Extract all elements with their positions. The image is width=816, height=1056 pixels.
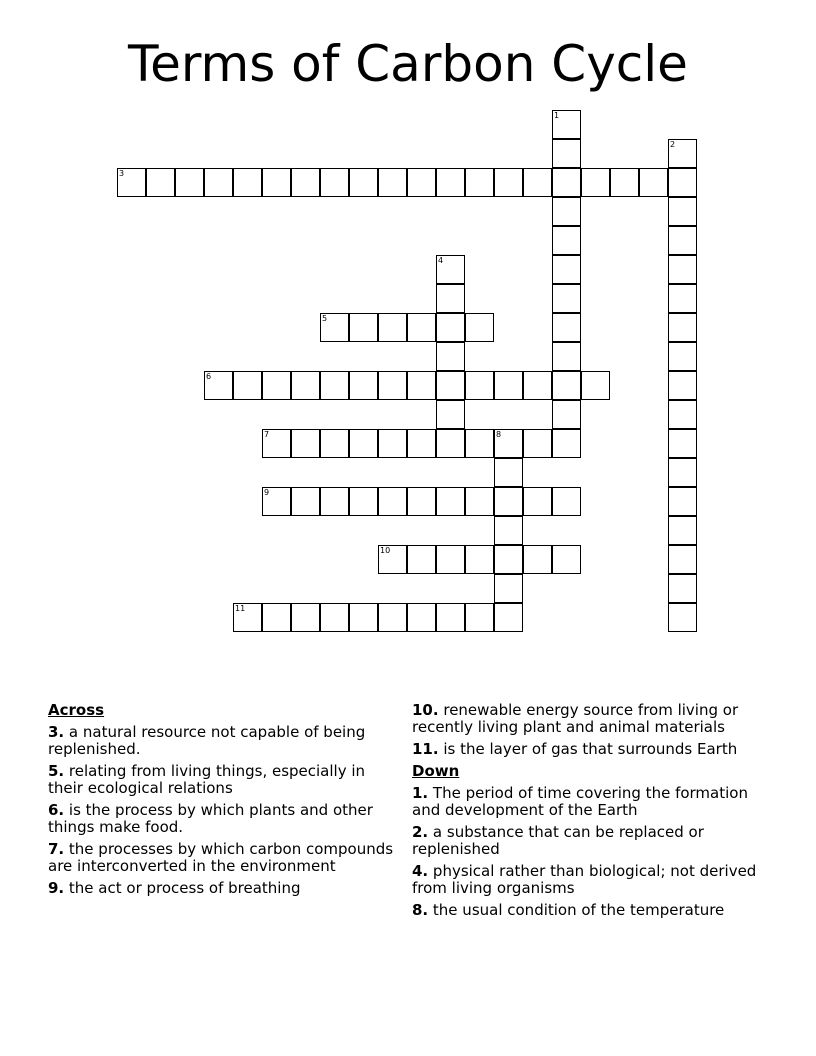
clue-number: 4. (412, 862, 429, 880)
grid-cell[interactable] (668, 255, 697, 284)
grid-cell[interactable] (378, 371, 407, 400)
grid-cell[interactable] (436, 400, 465, 429)
across-heading: Across (48, 701, 105, 719)
grid-cell[interactable] (552, 487, 581, 516)
cell-number: 10 (380, 546, 391, 555)
grid-cell[interactable] (668, 313, 697, 342)
cell-number: 7 (264, 430, 270, 439)
grid-cell[interactable] (436, 255, 465, 284)
grid-cell[interactable] (465, 313, 494, 342)
clue-text: a substance that can be replaced or replenished (412, 823, 704, 858)
clue-down-4 (412, 863, 772, 897)
clues-column-right (412, 702, 772, 924)
grid-cell[interactable] (668, 342, 697, 371)
grid-cell[interactable] (668, 545, 697, 574)
grid-cell[interactable] (320, 487, 349, 516)
grid-cell[interactable] (436, 487, 465, 516)
grid-cell[interactable] (349, 603, 378, 632)
down-heading: Down (412, 762, 460, 780)
cell-number: 4 (438, 256, 444, 265)
cell-number: 6 (206, 372, 212, 381)
clue-text: a natural resource not capable of being replenished. (48, 723, 366, 758)
grid-cell[interactable] (436, 313, 465, 342)
grid-cell[interactable] (552, 197, 581, 226)
grid-cell[interactable] (320, 429, 349, 458)
grid-cell[interactable] (668, 603, 697, 632)
grid-cell[interactable] (668, 458, 697, 487)
grid-cell[interactable] (465, 168, 494, 197)
page-title: Terms of Carbon Cycle (128, 35, 688, 93)
clue-text: renewable energy source from living or recently living plant and animal materials (412, 701, 739, 736)
clue-number: 2. (412, 823, 429, 841)
grid-cell[interactable] (204, 371, 233, 400)
grid-cell[interactable] (668, 226, 697, 255)
grid-cell[interactable] (668, 429, 697, 458)
grid-cell[interactable] (291, 371, 320, 400)
grid-cell[interactable] (668, 139, 697, 168)
grid-cell[interactable] (552, 139, 581, 168)
grid-cell[interactable] (494, 168, 523, 197)
clue-number: 7. (48, 840, 65, 858)
grid-cell[interactable] (378, 545, 407, 574)
clue-text: is the layer of gas that surrounds Earth (443, 740, 738, 758)
grid-cell[interactable] (552, 255, 581, 284)
clue-number: 11. (412, 740, 439, 758)
grid-cell[interactable] (552, 284, 581, 313)
grid-cell[interactable] (233, 603, 262, 632)
grid-cell[interactable] (320, 603, 349, 632)
grid-cell[interactable] (407, 603, 436, 632)
grid-cell[interactable] (262, 603, 291, 632)
grid-cell[interactable] (552, 313, 581, 342)
grid-cell[interactable] (436, 342, 465, 371)
grid-cell[interactable] (262, 429, 291, 458)
grid-cell[interactable] (146, 168, 175, 197)
grid-cell[interactable] (233, 168, 262, 197)
grid-cell[interactable] (552, 545, 581, 574)
grid-cell[interactable] (668, 284, 697, 313)
grid-cell[interactable] (668, 400, 697, 429)
grid-cell[interactable] (291, 429, 320, 458)
cell-number: 11 (235, 604, 246, 613)
grid-cell[interactable] (436, 429, 465, 458)
grid-cell[interactable] (378, 313, 407, 342)
grid-cell[interactable] (378, 603, 407, 632)
clue-number: 9. (48, 879, 65, 897)
grid-cell[interactable] (407, 545, 436, 574)
grid-cell[interactable] (494, 458, 523, 487)
grid-cell[interactable] (494, 487, 523, 516)
grid-cell[interactable] (610, 168, 639, 197)
grid-cell[interactable] (668, 197, 697, 226)
grid-cell[interactable] (117, 168, 146, 197)
cell-number: 5 (322, 314, 328, 323)
cell-number: 2 (670, 140, 676, 149)
grid-cell[interactable] (349, 313, 378, 342)
clue-text: physical rather than biological; not derived from living organisms (412, 862, 757, 897)
clue-text: relating from living things, especially in their ecological relations (48, 762, 366, 797)
grid-cell[interactable] (581, 371, 610, 400)
clue-text: The period of time covering the formation and development of the Earth (412, 784, 748, 819)
grid-cell[interactable] (407, 313, 436, 342)
grid-cell[interactable] (581, 168, 610, 197)
clue-across-11 (412, 741, 772, 758)
grid-cell[interactable] (465, 545, 494, 574)
clue-number: 6. (48, 801, 65, 819)
grid-cell[interactable] (436, 371, 465, 400)
clue-text: the processes by which carbon compounds are interconverted in the environment (48, 840, 394, 875)
grid-cell[interactable] (523, 487, 552, 516)
grid-cell[interactable] (523, 545, 552, 574)
clue-text: is the process by which plants and other things make food. (48, 801, 373, 836)
grid-cell[interactable] (494, 371, 523, 400)
clue-number: 10. (412, 701, 439, 719)
grid-cell[interactable] (523, 429, 552, 458)
grid-cell[interactable] (436, 168, 465, 197)
grid-cell[interactable] (407, 487, 436, 516)
grid-cell[interactable] (291, 487, 320, 516)
grid-cell[interactable] (494, 545, 523, 574)
grid-cell[interactable] (523, 168, 552, 197)
clue-number: 1. (412, 784, 429, 802)
grid-cell[interactable] (552, 342, 581, 371)
clue-down-8 (412, 902, 772, 919)
grid-cell[interactable] (175, 168, 204, 197)
cell-number: 1 (554, 111, 560, 120)
clue-across-10 (412, 702, 772, 736)
grid-cell[interactable] (436, 603, 465, 632)
grid-cell[interactable] (552, 429, 581, 458)
grid-cell[interactable] (262, 371, 291, 400)
grid-cell[interactable] (552, 110, 581, 139)
clue-across-3 (48, 724, 400, 758)
grid-cell[interactable] (407, 168, 436, 197)
grid-cell[interactable] (378, 429, 407, 458)
grid-cell[interactable] (291, 603, 320, 632)
grid-cell[interactable] (320, 371, 349, 400)
clues-column-left (48, 702, 400, 902)
grid-cell[interactable] (320, 313, 349, 342)
grid-cell[interactable] (639, 168, 668, 197)
grid-cell[interactable] (494, 429, 523, 458)
grid-cell[interactable] (349, 371, 378, 400)
clue-across-5 (48, 763, 400, 797)
grid-cell[interactable] (494, 516, 523, 545)
clue-down-1 (412, 785, 772, 819)
grid-cell[interactable] (349, 429, 378, 458)
grid-cell[interactable] (494, 603, 523, 632)
grid-cell[interactable] (668, 574, 697, 603)
grid-cell[interactable] (204, 168, 233, 197)
grid-cell[interactable] (378, 487, 407, 516)
clue-text: the act or process of breathing (68, 879, 301, 897)
grid-cell[interactable] (465, 371, 494, 400)
grid-cell[interactable] (407, 371, 436, 400)
clue-text: the usual condition of the temperature (432, 901, 725, 919)
cell-number: 8 (496, 430, 502, 439)
clue-number: 3. (48, 723, 65, 741)
clue-across-9 (48, 880, 400, 897)
grid-cell[interactable] (552, 226, 581, 255)
grid-cell[interactable] (436, 284, 465, 313)
grid-cell[interactable] (668, 371, 697, 400)
clue-across-6 (48, 802, 400, 836)
grid-cell[interactable] (552, 168, 581, 197)
grid-cell[interactable] (668, 168, 697, 197)
grid-cell[interactable] (668, 516, 697, 545)
grid-cell[interactable] (349, 487, 378, 516)
grid-cell[interactable] (349, 168, 378, 197)
grid-cell[interactable] (494, 574, 523, 603)
grid-cell[interactable] (523, 371, 552, 400)
cell-number: 9 (264, 488, 270, 497)
grid-cell[interactable] (552, 400, 581, 429)
clue-across-7 (48, 841, 400, 875)
grid-cell[interactable] (320, 168, 349, 197)
grid-cell[interactable] (291, 168, 320, 197)
clue-number: 5. (48, 762, 65, 780)
cell-number: 3 (119, 169, 125, 178)
grid-cell[interactable] (552, 371, 581, 400)
grid-cell[interactable] (465, 487, 494, 516)
clue-down-2 (412, 824, 772, 858)
grid-cell[interactable] (407, 429, 436, 458)
grid-cell[interactable] (262, 487, 291, 516)
grid-cell[interactable] (262, 168, 291, 197)
grid-cell[interactable] (668, 487, 697, 516)
clue-number: 8. (412, 901, 429, 919)
grid-cell[interactable] (233, 371, 262, 400)
grid-cell[interactable] (378, 168, 407, 197)
grid-cell[interactable] (436, 545, 465, 574)
grid-cell[interactable] (465, 429, 494, 458)
grid-cell[interactable] (465, 603, 494, 632)
